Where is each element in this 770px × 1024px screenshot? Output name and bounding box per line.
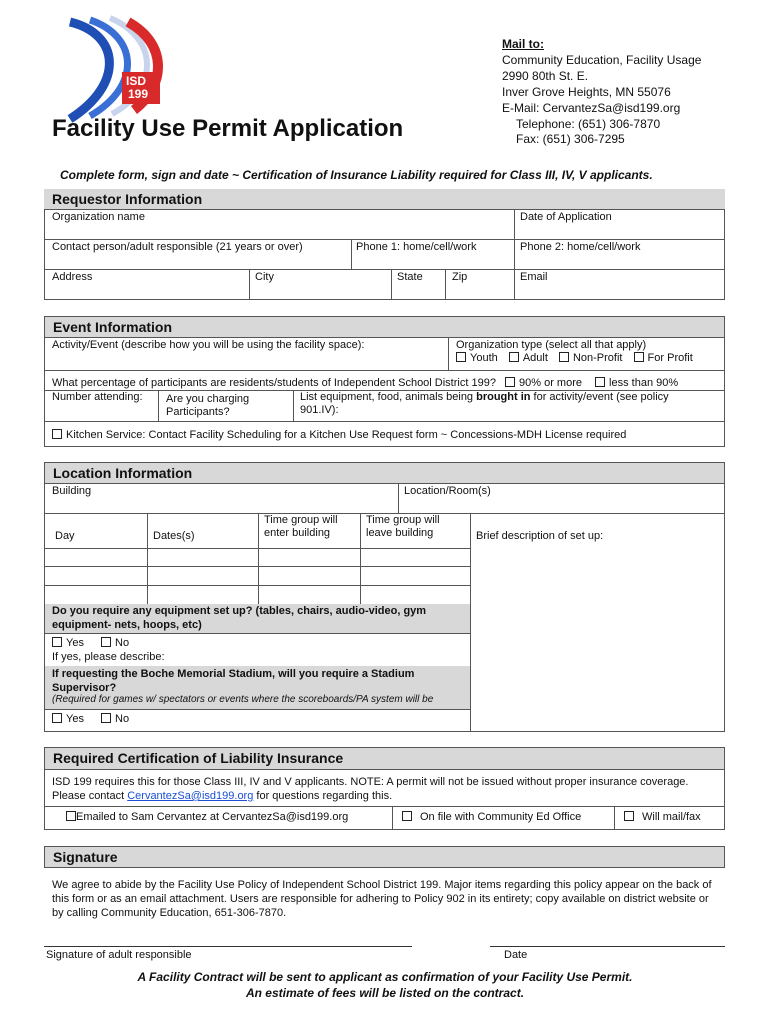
list-text-bold: brought in — [476, 391, 531, 403]
day-column-header: Day — [55, 530, 75, 542]
mailing-address — [502, 36, 701, 116]
date-line[interactable] — [490, 946, 725, 947]
insurance-text-pre: ISD 199 requires this for those Class III, IV and V applicants. NOTE: A permit will not be issued without proper insurance coverage. Please contact — [52, 776, 689, 802]
contact-numbers — [516, 117, 660, 147]
percentage-label: What percentage of participants are residents/students of Independent School District 199? — [52, 377, 496, 389]
equipment-question: Do you require any equipment set up? (tables, chairs, audio-video, gym equipment- nets, hoops, etc) — [52, 605, 427, 631]
adult-checkbox[interactable] — [509, 352, 519, 362]
kitchen-label: Kitchen Service: Contact Facility Scheduling for a Kitchen Use Request form ~ Concessions-MDH License required — [66, 429, 627, 441]
equipment-describe-field[interactable]: If yes, please describe: — [52, 651, 165, 663]
onfile-label: On file with Community Ed Office — [420, 811, 582, 823]
emailed-label: Emailed to Sam Cervantez at CervantezSa@isd199.org — [76, 811, 349, 823]
org-name-field[interactable]: Organization name — [52, 211, 145, 223]
equipment-yes-label: Yes — [66, 637, 84, 649]
youth-label: Youth — [470, 352, 498, 364]
equipment-yes-checkbox[interactable] — [52, 637, 62, 647]
state-field[interactable]: State — [397, 271, 423, 283]
list-text-pre: List equipment, food, animals being — [300, 391, 477, 403]
onfile-checkbox[interactable] — [402, 811, 412, 821]
org-type-options — [456, 352, 693, 364]
address-field[interactable]: Address — [52, 271, 93, 283]
activity-field[interactable]: Activity/Event (describe how you will be using the facility space): — [52, 339, 365, 351]
for-profit-checkbox[interactable] — [634, 352, 644, 362]
insurance-text — [52, 775, 692, 803]
charging-field[interactable]: Are you charging Participants? — [166, 393, 250, 418]
list-text-post: for activity/event (see policy 901.IV): — [300, 391, 669, 416]
non-profit-checkbox[interactable] — [559, 352, 569, 362]
stadium-note: (Required for games w/ spectators or events where the scoreboards/PA system will be — [52, 694, 434, 705]
footer-line2: An estimate of fees will be listed on the contract. — [245, 986, 525, 1000]
insurance-email-link[interactable]: CervantezSa@isd199.org — [127, 790, 254, 802]
dates-column-header: Dates(s) — [153, 530, 195, 542]
phone1-field[interactable]: Phone 1: home/cell/work — [356, 241, 477, 253]
insurance-text-post: for questions regarding this. — [253, 790, 393, 802]
insurance-opt-onfile — [402, 811, 581, 823]
stadium-yes-no — [52, 713, 129, 725]
date-of-application-field[interactable]: Date of Application — [520, 211, 612, 223]
mail-label: Will mail/fax — [642, 811, 701, 823]
equipment-no-checkbox[interactable] — [101, 637, 111, 647]
youth-checkbox[interactable] — [456, 352, 466, 362]
insurance-opt-emailed — [66, 811, 348, 823]
signature-agreement-text: We agree to abide by the Facility Use Policy of Independent School District 199. Major items regarding this policy appear on the back of this form or as an email attachment. Users are responsible for adhering to Policy 902 in its entirety; copy available on district website or by calling Community Education, 651-306-7870. — [52, 879, 712, 919]
insurance-heading: Required Certification of Liability Insurance — [45, 748, 724, 769]
zip-field[interactable]: Zip — [452, 271, 468, 283]
footer-line1: A Facility Contract will be sent to applicant as confirmation of your Facility Use Permit. — [137, 970, 633, 984]
pct-90-more-label: 90% or more — [519, 377, 582, 389]
kitchen-service-option — [52, 429, 626, 441]
stadium-no-label: No — [115, 713, 130, 725]
email-field[interactable]: Email — [520, 271, 548, 283]
logo-text-199: 199 — [128, 87, 149, 101]
telephone: Telephone: (651) 306-7870 — [516, 117, 661, 131]
equipment-no-label: No — [115, 637, 130, 649]
logo-text-isd: ISD — [126, 74, 147, 88]
contact-person-field[interactable]: Contact person/adult responsible (21 years or over) — [52, 241, 303, 253]
mail-line3: Inver Grove Heights, MN 55076 — [502, 85, 671, 99]
kitchen-checkbox[interactable] — [52, 429, 62, 439]
room-field[interactable]: Location/Room(s) — [404, 485, 491, 497]
fax: Fax: (651) 306-7295 — [516, 132, 625, 146]
non-profit-label: Non-Profit — [572, 352, 623, 364]
phone2-field[interactable]: Phone 2: home/cell/work — [520, 241, 641, 253]
stadium-yes-checkbox[interactable] — [52, 713, 62, 723]
mail-line1: Community Education, Facility Usage — [502, 53, 702, 67]
number-attending-field[interactable]: Number attending: — [52, 391, 143, 403]
mail-label: Mail to: — [502, 37, 544, 51]
equipment-brought-field[interactable] — [300, 391, 700, 417]
mail-line2: 2990 80th St. E. — [502, 69, 589, 83]
insurance-opt-mail — [624, 811, 701, 823]
district-logo — [50, 14, 170, 124]
pct-less-90-checkbox[interactable] — [595, 377, 605, 387]
page-title: Facility Use Permit Application — [52, 115, 404, 142]
for-profit-label: For Profit — [647, 352, 693, 364]
location-heading: Location Information — [45, 463, 724, 483]
stadium-no-checkbox[interactable] — [101, 713, 111, 723]
mail-checkbox[interactable] — [624, 811, 634, 821]
event-heading: Event Information — [45, 317, 724, 337]
leave-column-header: Time group will leave building — [366, 514, 440, 539]
signature-line[interactable] — [44, 946, 412, 947]
signature-label: Signature of adult responsible — [46, 949, 192, 961]
pct-less-90-label: less than 90% — [609, 377, 679, 389]
org-type-label: Organization type (select all that apply) — [456, 339, 647, 351]
pct-90-more-checkbox[interactable] — [505, 377, 515, 387]
percentage-question — [52, 377, 678, 389]
signature-heading: Signature — [44, 846, 725, 868]
building-field[interactable]: Building — [52, 485, 92, 497]
mail-line4: E-Mail: CervantezSa@isd199.org — [502, 101, 681, 115]
setup-description-field[interactable]: Brief description of set up: — [476, 530, 604, 542]
enter-column-header: Time group will enter building — [264, 514, 338, 539]
emailed-checkbox[interactable] — [66, 811, 76, 821]
requestor-heading: Requestor Information — [44, 189, 725, 209]
stadium-question: If requesting the Boche Memorial Stadium, will you require a Stadium Supervisor? — [52, 668, 415, 694]
instructions: Complete form, sign and date ~ Certification of Insurance Liability required for Class III, IV, V applicants. — [60, 168, 653, 182]
date-label: Date — [504, 949, 528, 961]
stadium-yes-label: Yes — [66, 713, 84, 725]
city-field[interactable]: City — [255, 271, 274, 283]
adult-label: Adult — [522, 352, 548, 364]
equipment-yes-no — [52, 637, 129, 649]
